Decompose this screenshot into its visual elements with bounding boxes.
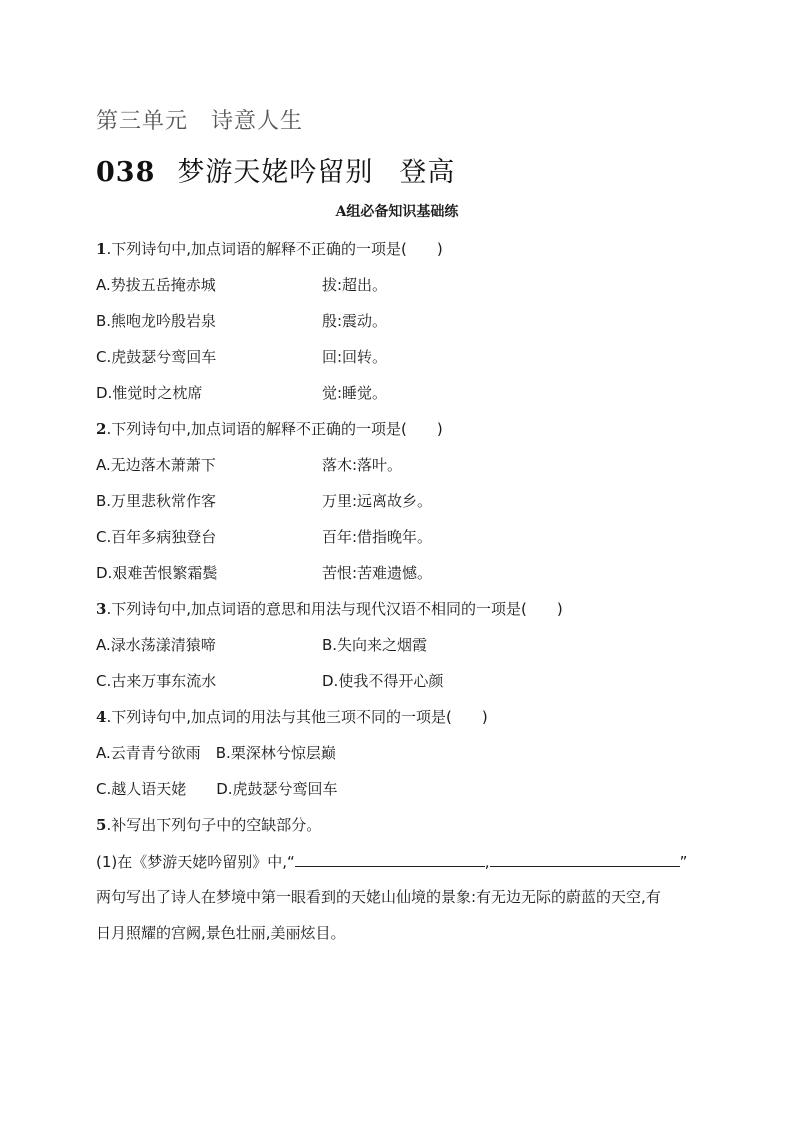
question-number: 1: [96, 240, 107, 258]
question-3-stem: [96, 598, 563, 619]
option-text: A.无边落木萧萧下: [96, 456, 216, 474]
paragraph-line: 日月照耀的宫阙,景色壮丽,美丽炫目。: [96, 924, 346, 942]
lesson-number: 038: [96, 157, 156, 188]
option-text: D.使我不得开心颜: [322, 672, 444, 690]
question-text: .下列诗句中,加点词语的意思和用法与现代汉语不相同的一项是( ): [106, 600, 563, 618]
question-text: .下列诗句中,加点词的用法与其他三项不同的一项是( ): [106, 708, 488, 726]
lesson-title-part2: 登高: [399, 157, 456, 188]
lesson-title-part1: 梦游天姥吟留别: [177, 157, 374, 188]
option-note: 百年:借指晚年。: [322, 528, 433, 546]
option-text: C.古来万事东流水: [96, 672, 217, 690]
question-text: .下列诗句中,加点词语的解释不正确的一项是( ): [106, 240, 443, 258]
answer-blank[interactable]: [490, 850, 680, 867]
question-4-stem: [96, 706, 488, 727]
question-1-stem: [96, 238, 443, 259]
answer-blank[interactable]: [295, 850, 485, 867]
option-note: 落木:落叶。: [322, 456, 403, 474]
option-note: 殷:震动。: [322, 312, 388, 330]
option-text: C.百年多病独登台: [96, 528, 217, 546]
option-text: D.惟觉时之枕席: [96, 384, 203, 402]
paragraph-line: 两句写出了诗人在梦境中第一眼看到的天姥山仙境的景象:有无边无际的蔚蓝的天空,有: [96, 888, 661, 906]
option-note: 觉:睡觉。: [322, 384, 388, 402]
question-2-stem: [96, 418, 443, 439]
question-text: .补写出下列句子中的空缺部分。: [106, 816, 322, 834]
option-text: B.万里悲秋常作客: [96, 492, 217, 510]
section-title: A组必备知识基础练: [335, 204, 459, 220]
option-text: A.势拔五岳掩赤城: [96, 276, 216, 294]
option-note: 万里:远离故乡。: [322, 492, 433, 510]
question-5-stem: [96, 814, 321, 835]
fill-in-suffix: ”: [679, 853, 688, 871]
option-text: D.艰难苦恨繁霜鬓: [96, 564, 218, 582]
option-text: A.渌水荡漾清猿啼: [96, 636, 216, 654]
option-text: B.熊咆龙吟殷岩泉: [96, 312, 217, 330]
unit-title: 第三单元 诗意人生: [96, 109, 304, 134]
option-text: C.虎鼓瑟兮鸾回车: [96, 348, 217, 366]
fill-in-prefix: (1)在《梦游天姥吟留别》中,“: [96, 853, 295, 871]
question-number: 2: [96, 420, 107, 438]
question-text: .下列诗句中,加点词语的解释不正确的一项是( ): [106, 420, 443, 438]
option-text: B.失向来之烟霞: [322, 636, 428, 654]
question-number: 3: [96, 600, 107, 618]
option-text: C.越人语天姥 D.虎鼓瑟兮鸾回车: [96, 780, 338, 798]
option-note: 苦恨:苦难遗憾。: [322, 564, 433, 582]
option-text: A.云青青兮欲雨 B.栗深林兮惊层巅: [96, 744, 336, 762]
fill-in-separator: ,: [484, 853, 490, 871]
lesson-title: [96, 150, 455, 189]
question-number: 4: [96, 708, 107, 726]
question-number: 5: [96, 816, 107, 834]
fill-in-sentence: [96, 850, 687, 872]
option-note: 回:回转。: [322, 348, 388, 366]
option-note: 拔:超出。: [322, 276, 388, 294]
